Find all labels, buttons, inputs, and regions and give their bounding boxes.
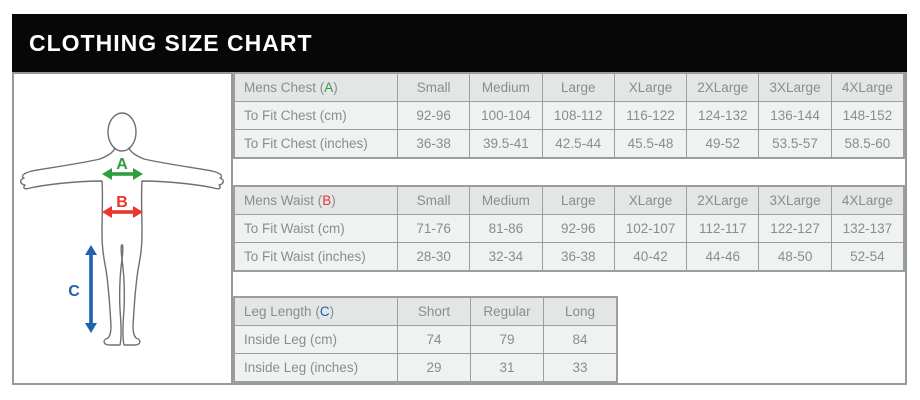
row-label: To Fit Chest (inches) <box>235 130 397 157</box>
leg-length-arrow-label: C <box>68 283 80 300</box>
value-cell: 33 <box>544 354 616 381</box>
value-cell: 58.5-60 <box>832 130 903 157</box>
value-cell: 122-127 <box>759 215 830 242</box>
leg-length-table <box>233 296 618 383</box>
mens-waist-table-title: Mens Waist ( B ) <box>235 187 397 214</box>
value-cell: 148-152 <box>832 102 903 129</box>
measure-key-a: A <box>324 80 334 95</box>
figure-head <box>108 113 136 151</box>
row-label: Inside Leg (inches) <box>235 354 397 381</box>
value-cell: 112-117 <box>687 215 758 242</box>
value-cell: 92-96 <box>543 215 614 242</box>
value-cell: 132-137 <box>832 215 903 242</box>
value-cell: 81-86 <box>470 215 541 242</box>
size-column-header: 2XLarge <box>687 187 758 214</box>
row-label: To Fit Waist (inches) <box>235 243 397 270</box>
value-cell: 108-112 <box>543 102 614 129</box>
size-column-header: 4XLarge <box>832 74 903 101</box>
value-cell: 31 <box>471 354 543 381</box>
size-column-header: 2XLarge <box>687 74 758 101</box>
leg-length-table-title: Leg Length ( C ) <box>235 298 397 325</box>
size-column-header: XLarge <box>615 187 686 214</box>
size-column-header: Short <box>398 298 470 325</box>
size-column-header: 4XLarge <box>832 187 903 214</box>
value-cell: 136-144 <box>759 102 830 129</box>
size-column-header: Small <box>398 74 469 101</box>
size-column-header: Long <box>544 298 616 325</box>
page-title: CLOTHING SIZE CHART <box>29 29 313 56</box>
mens-waist-table <box>233 185 905 272</box>
size-column-header: Regular <box>471 298 543 325</box>
value-cell: 102-107 <box>615 215 686 242</box>
value-cell: 74 <box>398 326 470 353</box>
size-column-header: Medium <box>470 187 541 214</box>
size-column-header: 3XLarge <box>759 74 830 101</box>
value-cell: 40-42 <box>615 243 686 270</box>
value-cell: 42.5-44 <box>543 130 614 157</box>
size-tables-region <box>233 72 907 385</box>
value-cell: 84 <box>544 326 616 353</box>
leg-length-arrow <box>85 245 97 333</box>
value-cell: 52-54 <box>832 243 903 270</box>
figure-body-left-half <box>21 148 123 345</box>
chest-arrow-label: A <box>116 156 128 173</box>
value-cell: 92-96 <box>398 102 469 129</box>
value-cell: 39.5-41 <box>470 130 541 157</box>
value-cell: 45.5-48 <box>615 130 686 157</box>
mens-chest-table-title: Mens Chest ( A ) <box>235 74 397 101</box>
row-label: To Fit Chest (cm) <box>235 102 397 129</box>
value-cell: 124-132 <box>687 102 758 129</box>
body-measurement-figure-panel <box>12 72 233 385</box>
measure-key-c: C <box>319 304 330 319</box>
waist-arrow-label: B <box>116 194 128 211</box>
row-label: Inside Leg (cm) <box>235 326 397 353</box>
value-cell: 36-38 <box>543 243 614 270</box>
size-column-header: Small <box>398 187 469 214</box>
value-cell: 100-104 <box>470 102 541 129</box>
value-cell: 71-76 <box>398 215 469 242</box>
value-cell: 53.5-57 <box>759 130 830 157</box>
value-cell: 44-46 <box>687 243 758 270</box>
value-cell: 116-122 <box>615 102 686 129</box>
row-label: To Fit Waist (cm) <box>235 215 397 242</box>
size-column-header: Large <box>543 187 614 214</box>
value-cell: 49-52 <box>687 130 758 157</box>
size-column-header: Medium <box>470 74 541 101</box>
value-cell: 28-30 <box>398 243 469 270</box>
measure-key-b: B <box>322 193 332 208</box>
mens-chest-table <box>233 72 905 159</box>
value-cell: 29 <box>398 354 470 381</box>
value-cell: 48-50 <box>759 243 830 270</box>
value-cell: 32-34 <box>470 243 541 270</box>
size-column-header: Large <box>543 74 614 101</box>
value-cell: 36-38 <box>398 130 469 157</box>
body-measurement-diagram <box>14 74 231 383</box>
size-column-header: XLarge <box>615 74 686 101</box>
page-title-bar <box>12 14 907 72</box>
value-cell: 79 <box>471 326 543 353</box>
size-column-header: 3XLarge <box>759 187 830 214</box>
